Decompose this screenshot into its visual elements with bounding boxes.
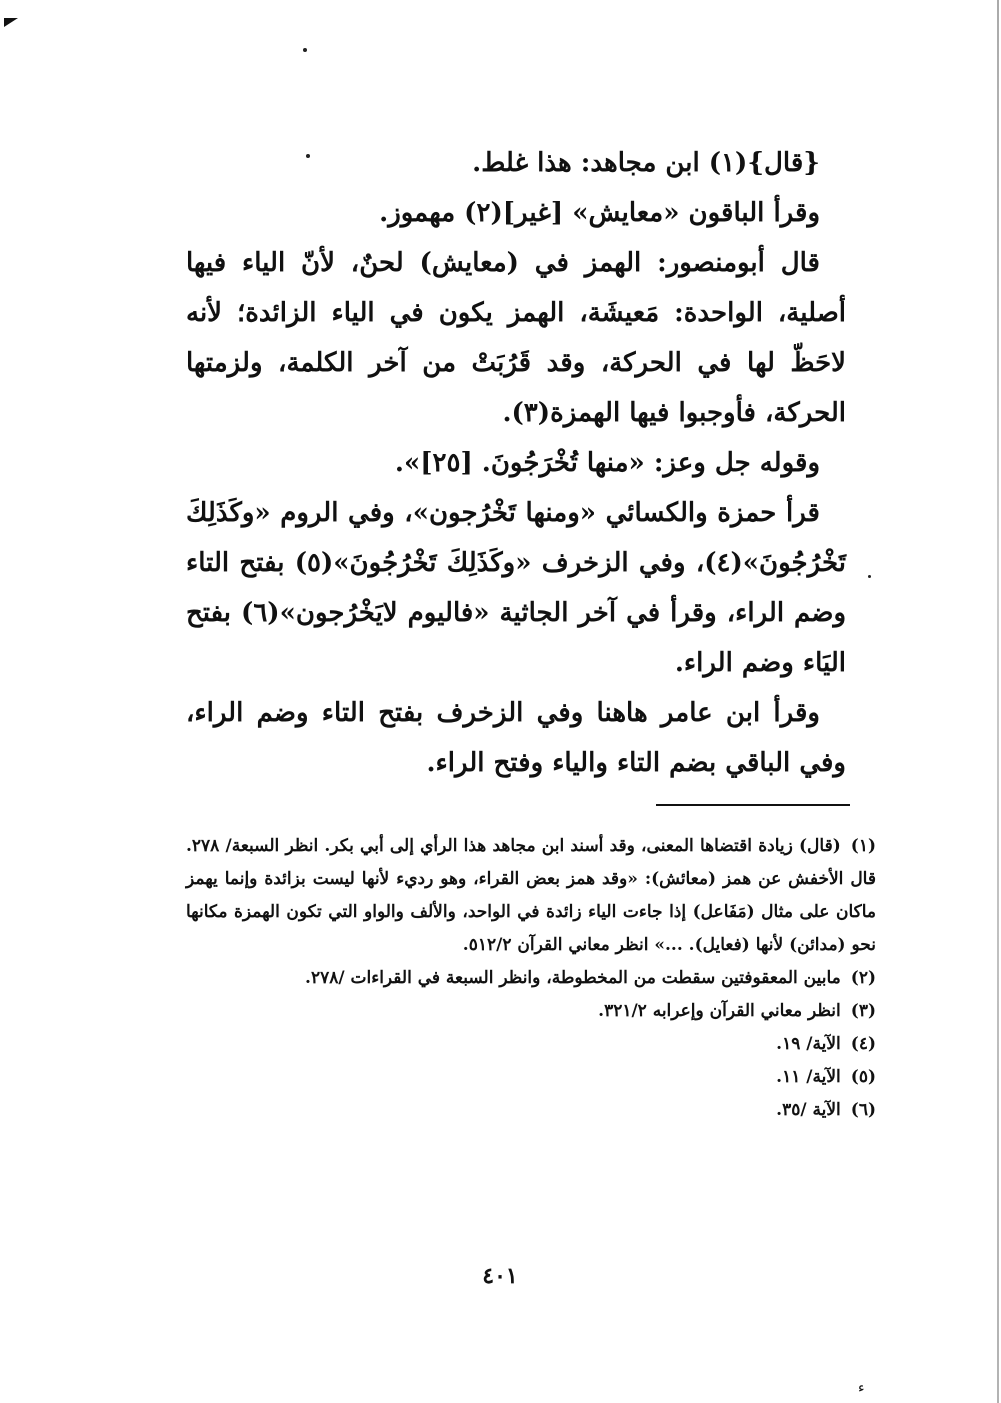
footnote-number: (٣) [850, 1001, 876, 1021]
ink-speck [868, 575, 871, 578]
footnote-number: (١) [850, 836, 876, 856]
footnote-separator [656, 804, 850, 806]
main-text [186, 138, 846, 788]
footnote-number: (٦) [850, 1100, 876, 1120]
footnotes [186, 830, 876, 1127]
footnote-text: مابين المعقوفتين سقطت من المخطوطة، وانظر السبعة في القراءات /٢٧٨. [305, 968, 841, 988]
footnote [186, 1094, 876, 1127]
footnote-number: (٢) [850, 968, 876, 988]
footnote [186, 830, 876, 962]
corner-arrow-icon [4, 18, 18, 27]
paragraph: وقرأ ابن عامر هاهنا وفي الزخرف بفتح التاء وضم الراء، وفي الباقي بضم التاء والياء وفتح الراء. [186, 698, 846, 778]
paragraph: قرأ حمزة والكسائي «ومنها تَخْرُجون»، وفي الروم «وكَذَلِكَ تَخْرُجُونَ»(٤)، وفي الزخرف «وكَذَلِكَ تَخْرُجُونَ»(٥) بفتح التاء وضم الراء، وقرأ في آخر الجاثية «فاليوم لايَخْرُجون»(٦) بفتح اليَاء وضم الراء. [186, 498, 846, 678]
footnote [186, 1028, 876, 1061]
footnote-text: الآية/ ١٩. [776, 1034, 841, 1054]
bottom-mark: ء [858, 1380, 865, 1396]
footnote [186, 962, 876, 995]
footnote [186, 1061, 876, 1094]
paragraph: {قال}(١) ابن مجاهد: هذا غلط. [472, 148, 820, 178]
footnote-text: الآية /٣٥. [776, 1100, 841, 1120]
footnote [186, 995, 876, 1028]
footnote-number: (٥) [850, 1067, 876, 1087]
paragraph: وقرأ الباقون «معايش» [غير](٢) مهموز. [379, 198, 820, 228]
scan-edge [997, 0, 999, 1403]
ink-speck [303, 48, 307, 52]
footnote-number: (٤) [850, 1034, 876, 1054]
paragraph: وقوله جل وعز: «منها تُخْرَجُونَ. [٢٥]». [394, 448, 820, 478]
footnote-text: الآية/ ١١. [776, 1067, 841, 1087]
paragraph: قال أبومنصور: الهمز في (معايش) لحنٌ، لأنّ الياء فيها أصلية، الواحدة: مَعيشَة، الهمز يكون في الياء الزائدة؛ لأنه لاحَظّ لها في الحركة، وقد قَرُبَتْ من آخر الكلمة، ولزمتها الحركة، فأوجبوا فيها الهمزة(٣). [186, 248, 846, 428]
footnote-text: انظر معاني القرآن وإعرابه ٣٢١/٢. [598, 1001, 841, 1021]
footnote-text: (قال) زيادة اقتضاها المعنى، وقد أسند ابن مجاهد هذا الرأي إلى أبي بكر. انظر السبعة/ ٢٧٨. قال الأخفش عن همز (معائش): «وقد همز بعض القراء، وهو رديء لأنها ليست بزائدة وإنما يهمز ماكان على مثال (مَفَاعل) إذا جاءت الياء زائدة في الواحد، والألف والواو التي تكون الهمزة مكانها نحو (مدائن) لأنها (فعايل). ...» انظر معاني القرآن ٥١٢/٢. [186, 836, 876, 955]
page-number: ٤٠١ [482, 1263, 518, 1289]
